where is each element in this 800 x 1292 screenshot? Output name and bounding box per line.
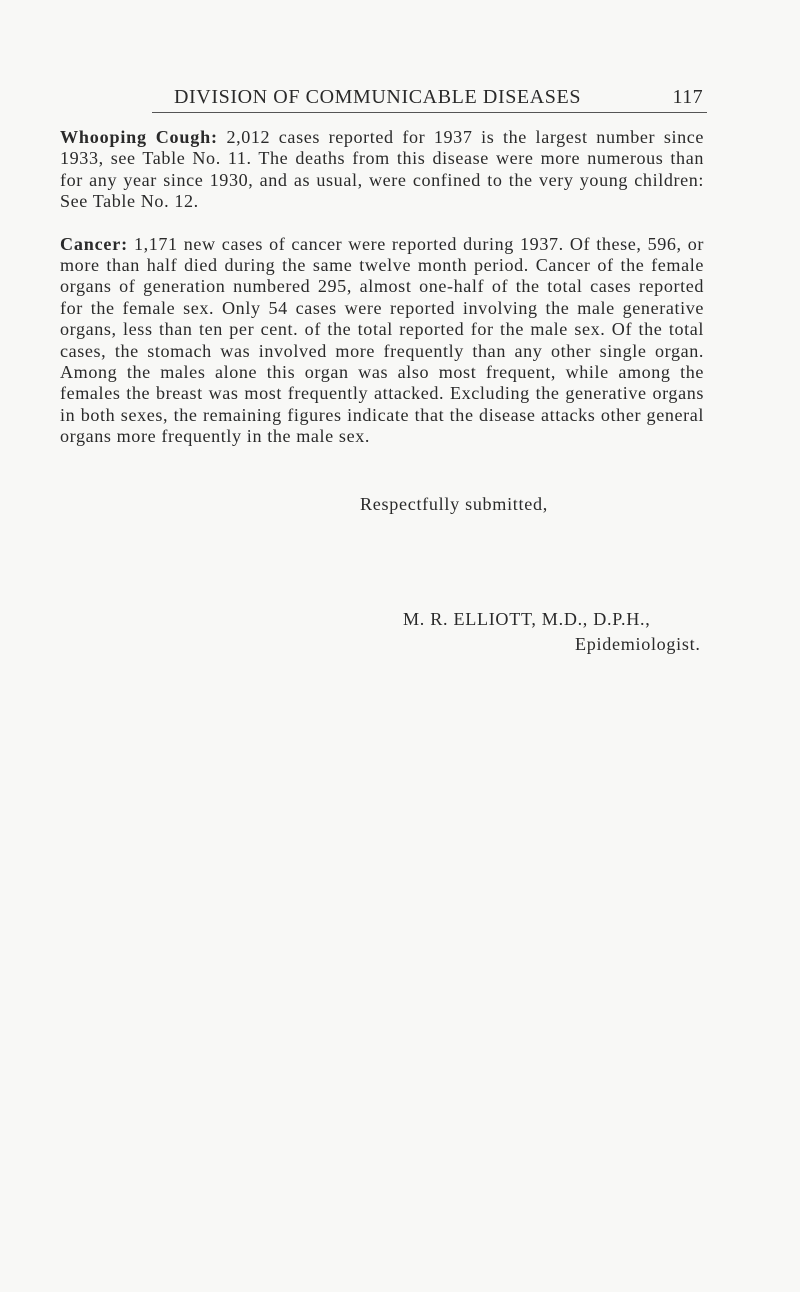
- whooping-cough-text: 2,012 cases reported for 1937 is the largest number since 1933, see Table No. 11. The deaths from this disease were more numerous than for any year since 1930, and as usual, were confined to the very young children: See Table No. 12.: [60, 127, 704, 212]
- document-body: [60, 127, 704, 654]
- cancer-heading: Cancer:: [60, 233, 128, 254]
- page-number: 117: [672, 86, 703, 108]
- running-title: DIVISION OF COMMUNICABLE DISEASES: [174, 86, 582, 108]
- signer-title: Epidemiologist.: [575, 634, 701, 654]
- running-header: [152, 86, 707, 113]
- closing-line: Respectfully submitted,: [360, 494, 548, 514]
- whooping-cough-heading: Whooping Cough:: [60, 127, 218, 147]
- cancer-paragraph: [60, 234, 704, 448]
- cancer-text: 1,171 new cases of cancer were reported during 1937. Of these, 596, or more than half died during the same twelve month period. Cancer of the female organs of generation numbered 295, almost one-half of the total cases reported for the female sex. Only 54 cases were reported involving the male generative organs, less than ten per cent. of the total reported for the male sex. Of the total cases, the stomach was involved more frequently than any other single organ. Among the males alone this organ was also most frequent, while among the females the breast was most frequently attacked. Excluding the generative organs in both sexes, the remaining figures indicate that the disease attacks other general organs more frequently in the male sex.: [60, 233, 704, 447]
- whooping-cough-paragraph: [60, 127, 704, 213]
- signer-name: M. R. ELLIOTT, M.D., D.P.H.,: [403, 609, 651, 629]
